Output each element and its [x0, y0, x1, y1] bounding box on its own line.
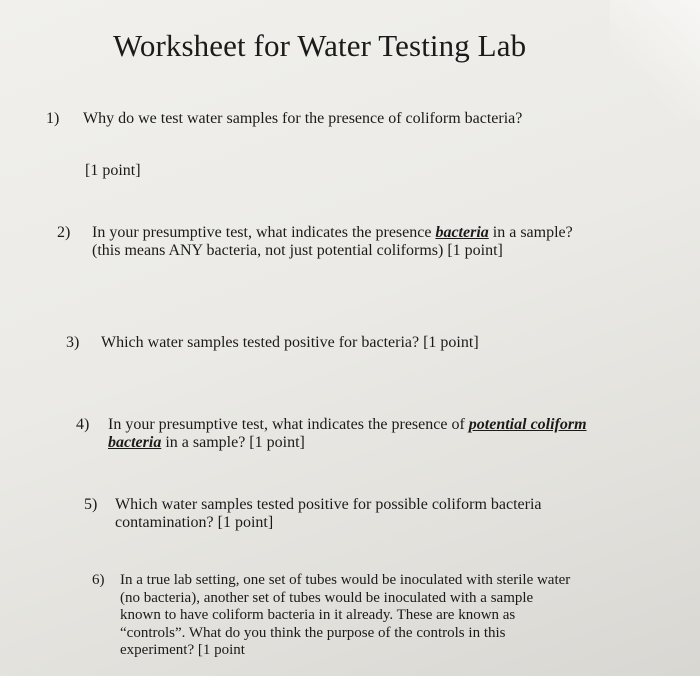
emphasized-term: bacteria	[108, 434, 162, 451]
question-line-2: (no bacteria), another set of tubes would be inoculated with a sample	[120, 589, 534, 606]
question-body	[92, 224, 573, 260]
question-number: 6)	[92, 572, 105, 588]
question-5	[84, 496, 542, 532]
question-text: Why do we test water samples for the presence of coliform bacteria?	[83, 110, 523, 127]
question-line-2	[108, 434, 587, 452]
question-text: Which water samples tested positive for bacteria? [1 point]	[101, 334, 479, 351]
question-line-2: (this means ANY bacteria, not just potential coliforms) [1 point]	[92, 242, 503, 259]
question-line-2: contamination? [1 point]	[115, 514, 274, 531]
question-4	[76, 416, 587, 452]
question-line-1	[92, 224, 573, 242]
question-1	[46, 110, 523, 179]
question-line-1	[108, 416, 587, 434]
question-line-1: In a true lab setting, one set of tubes would be inoculated with sterile water	[120, 572, 571, 588]
question-number: 5)	[84, 496, 98, 513]
question-body	[83, 110, 522, 128]
emphasized-term: bacteria	[435, 224, 489, 241]
worksheet-title: Worksheet for Water Testing Lab	[113, 28, 527, 63]
question-body	[101, 334, 479, 352]
emphasized-term: potential coliform	[468, 416, 587, 433]
question-body	[120, 572, 570, 660]
question-line-1: Which water samples tested positive for possible coliform bacteria	[115, 496, 542, 513]
question-body	[115, 496, 542, 532]
question-points: [1 point]	[85, 162, 141, 179]
question-number: 3)	[66, 334, 80, 351]
question-2	[57, 224, 573, 260]
question-text: in a sample?	[488, 224, 573, 241]
question-text: In your presumptive test, what indicates the presence	[92, 224, 436, 241]
question-text: In your presumptive test, what indicates the presence of	[108, 416, 469, 433]
question-line-3: known to have coliform bacteria in it already. These are known as	[120, 607, 516, 623]
question-number: 1)	[46, 110, 60, 127]
question-number: 2)	[57, 224, 71, 241]
page-glare	[610, 0, 700, 120]
question-text: in a sample? [1 point]	[161, 434, 305, 451]
question-number: 4)	[76, 416, 90, 433]
question-3	[66, 334, 479, 352]
question-body	[108, 416, 587, 452]
question-line-4: “controls”. What do you think the purpose of the controls in this	[120, 624, 506, 641]
question-line-5: experiment? [1 point	[120, 642, 245, 658]
question-6	[92, 572, 570, 660]
